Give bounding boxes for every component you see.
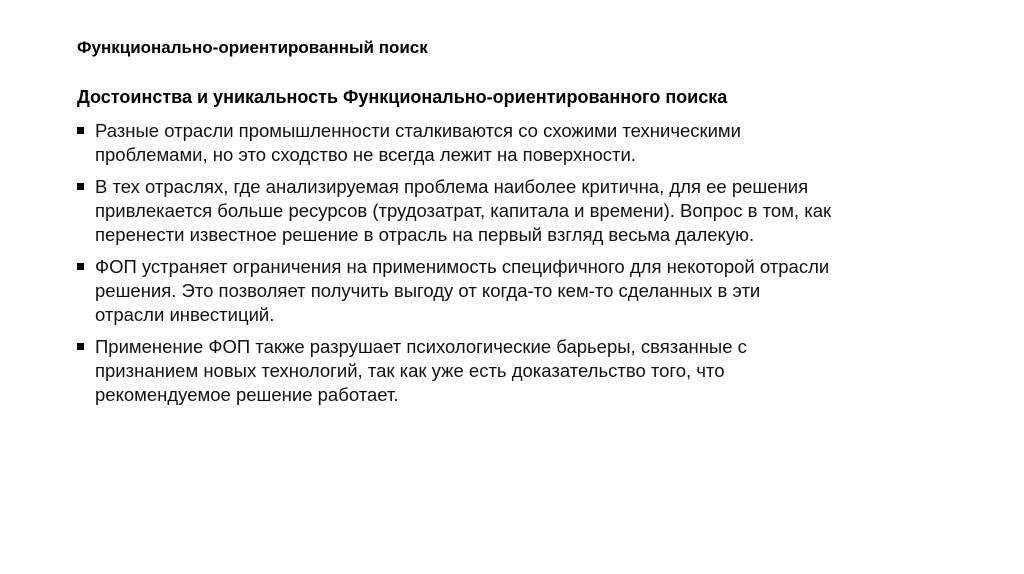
slide-subtitle: Достоинства и уникальность Функционально-ориентированного поиска [77, 87, 728, 107]
bullet-line: ФОП устраняет ограничения на применимость специфичного для некоторой отрасли [95, 256, 830, 277]
slide-title: Функционально-ориентированный поиск [77, 38, 428, 57]
bullet-line: решения. Это позволяет получить выгоду от когда-то кем-то сделанных в эти [95, 280, 761, 301]
square-bullet-icon [77, 127, 84, 134]
bullet-line: перенести известное решение в отрасль на первый взгляд весьма далекую. [95, 224, 755, 245]
bullet-line: Применение ФОП также разрушает психологические барьеры, связанные с [95, 336, 747, 357]
bullet-line: привлекается больше ресурсов (трудозатрат, капитала и времени). Вопрос в том, как [95, 200, 832, 221]
square-bullet-icon [77, 343, 84, 350]
bullet-line: отрасли инвестиций. [95, 304, 275, 325]
bullet-line: проблемами, но это сходство не всегда лежит на поверхности. [95, 144, 636, 165]
bullet-line: признанием новых технологий, так как уже есть доказательство того, что [95, 360, 725, 381]
bullet-item [77, 119, 977, 167]
bullet-item [77, 175, 977, 247]
bullet-item [77, 335, 977, 407]
bullet-list [77, 119, 977, 415]
square-bullet-icon [77, 183, 84, 190]
bullet-item [77, 255, 977, 327]
bullet-line: В тех отраслях, где анализируемая проблема наиболее критична, для ее решения [95, 176, 809, 197]
bullet-line: Разные отрасли промышленности сталкиваются со схожими техническими [95, 120, 741, 141]
bullet-line: рекомендуемое решение работает. [95, 384, 399, 405]
square-bullet-icon [77, 263, 84, 270]
